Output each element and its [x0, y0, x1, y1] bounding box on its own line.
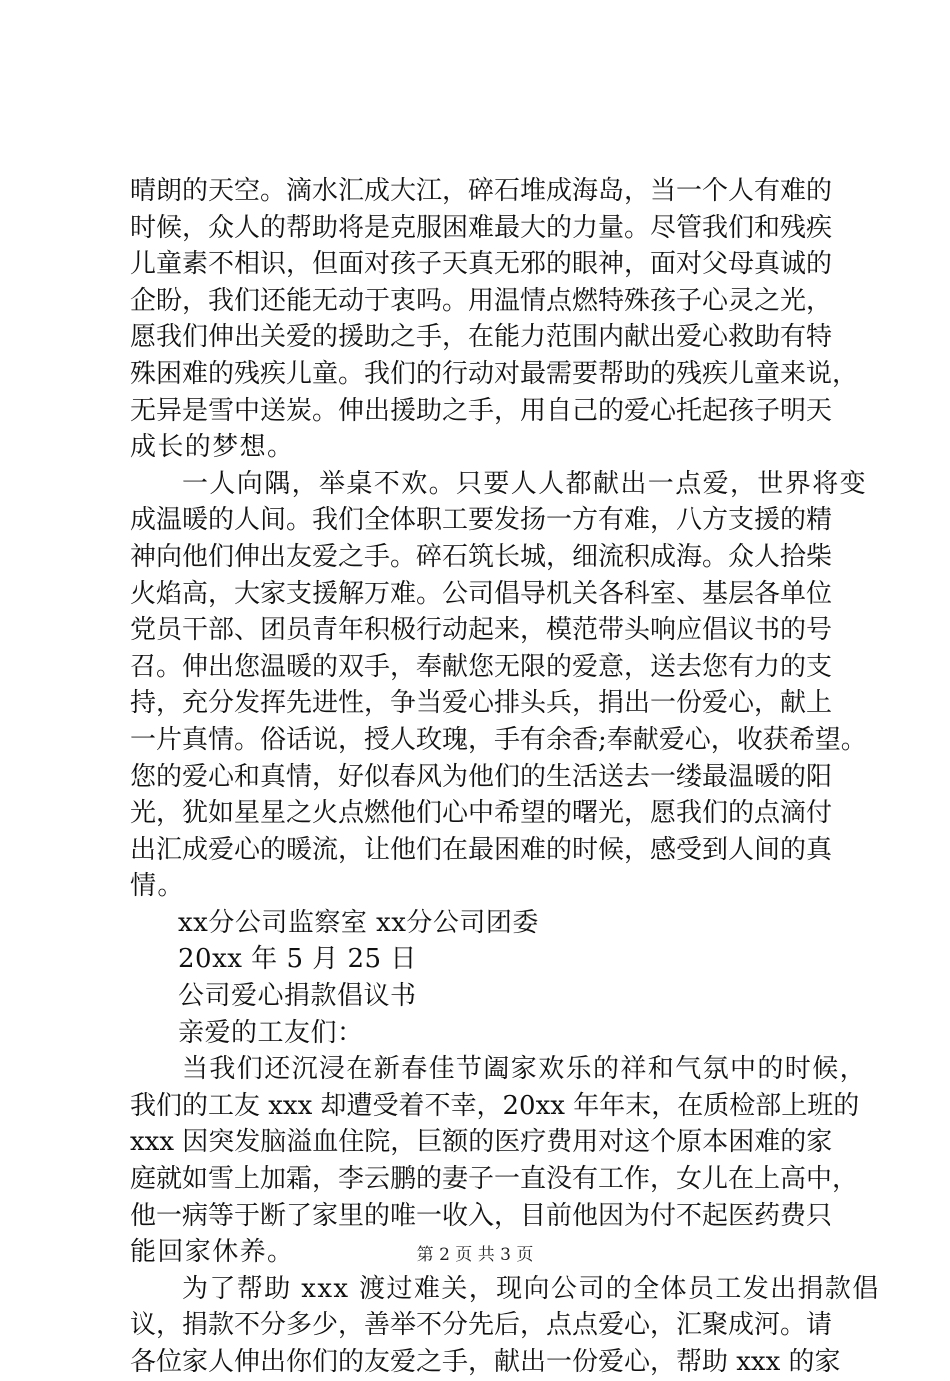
text-line: 愿我们伸出关爱的援助之手，在能力范围内献出爱心救助有特	[130, 322, 833, 353]
text-line: 无异是雪中送炭。伸出援助之手，用自己的爱心托起孩子明天	[130, 395, 833, 426]
text-line: 一片真情。俗话说，授人玫瑰，手有余香;奉献爱心，收获希望。	[130, 724, 867, 755]
text-line: 公司爱心捐款倡议书	[178, 981, 417, 1012]
text-line: xxx 因突发脑溢血住院，巨额的医疗费用对这个原本困难的家	[130, 1127, 833, 1158]
text-line: 情。	[130, 871, 185, 902]
page-footer: 第 2 页 共 3 页	[416, 1245, 534, 1265]
text-line: 为了帮助 xxx 渡过难关，现向公司的全体员工发出捐款倡	[182, 1273, 880, 1304]
text-line: 时候，众人的帮助将是克服困难最大的力量。尽管我们和残疾	[130, 212, 833, 243]
text-line: 亲爱的工友们：	[178, 1017, 364, 1048]
text-line: 出汇成爱心的暖流，让他们在最困难的时候，感受到人间的真	[130, 834, 833, 865]
text-line: 各位家人伸出你们的友爱之手，献出一份爱心，帮助 xxx 的家	[130, 1347, 841, 1377]
text-line: 您的爱心和真情，好似春风为他们的生活送去一缕最温暖的阳	[130, 761, 833, 792]
text-line: 成温暖的人间。我们全体职工要发扬一方有难，八方支援的精	[130, 505, 833, 536]
document-body	[130, 173, 880, 1381]
text-line: xx分公司监察室 xx分公司团委	[178, 907, 539, 938]
text-line: 党员干部、团员青年积极行动起来，模范带头响应倡议书的号	[130, 615, 833, 646]
text-line: 企盼，我们还能无动于衷吗。用温情点燃特殊孩子心灵之光，	[130, 285, 833, 316]
text-line: 能回家休养。	[130, 1237, 295, 1268]
text-line: 议，捐款不分多少，善举不分先后，点点爱心，汇聚成河。请	[130, 1310, 833, 1341]
text-line: 神向他们伸出友爱之手。碎石筑长城，细流积成海。众人拾柴	[130, 541, 833, 572]
text-line: 殊困难的残疾儿童。我们的行动对最需要帮助的残疾儿童来说，	[130, 358, 859, 389]
text-line: 晴朗的天空。滴水汇成大江，碎石堆成海岛，当一个人有难的	[130, 176, 833, 206]
text-line: 庭就如雪上加霜，李云鹏的妻子一直没有工作，女儿在上高中，	[130, 1164, 859, 1195]
text-line: 成长的梦想。	[130, 432, 295, 463]
text-line: 一人向隅，举桌不欢。只要人人都献出一点爱，世界将变	[182, 468, 868, 499]
text-line: 他一病等于断了家里的唯一收入，目前他因为付不起医药费只	[130, 1200, 833, 1231]
text-line: 火焰高，大家支援解万难。公司倡导机关各科室、基层各单位	[130, 578, 833, 609]
text-line: 召。伸出您温暖的双手，奉献您无限的爱意，送去您有力的支	[130, 651, 833, 682]
text-line: 当我们还沉浸在新春佳节阖家欢乐的祥和气氛中的时候，	[182, 1054, 868, 1085]
text-line: 儿童素不相识，但面对孩子天真无邪的眼神，面对父母真诚的	[130, 249, 833, 280]
text-line: 光，犹如星星之火点燃他们心中希望的曙光，愿我们的点滴付	[130, 798, 833, 829]
text-line: 持，充分发挥先进性，争当爱心排头兵，捐出一份爱心，献上	[130, 688, 833, 719]
text-line: 20xx 年 5 月 25 日	[178, 944, 417, 975]
text-line: 我们的工友 xxx 却遭受着不幸，20xx 年年末，在质检部上班的	[130, 1090, 860, 1121]
